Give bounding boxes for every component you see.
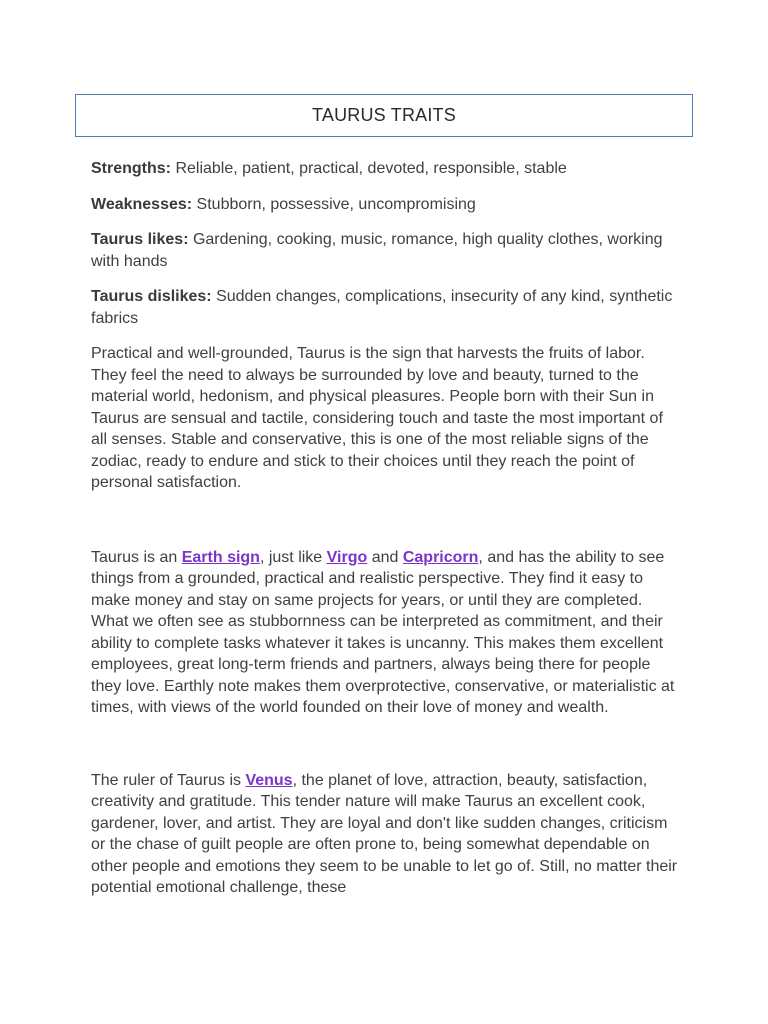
- paragraph-text: , and has the ability to see things from a grounded, practical and realistic perspective. They find it easy to make money and stay on same projects for years, or until they are completed. What we often see as stubbornness can be interpreted as commitment, and their ability to complete tasks whatever it takes is uncanny. This makes them excellent employees, great long-term friends and partners, always being there for people they love. Earthly note makes them overprotective, conservative, or materialistic at times, with views of the world founded on their love of money and wealth.: [91, 548, 675, 716]
- trait-text: Stubborn, possessive, uncompromising: [192, 195, 476, 213]
- trait-label: Taurus dislikes:: [91, 288, 212, 305]
- trait-text: Gardening, cooking, music, romance, high quality clothes, working with hands: [91, 231, 663, 270]
- paragraph-text: Taurus is an: [91, 548, 182, 566]
- paragraph-ruler: [91, 770, 681, 899]
- paragraph-text: The ruler of Taurus is: [91, 771, 246, 789]
- paragraph-element: [91, 547, 681, 719]
- trait-text: Reliable, patient, practical, devoted, responsible, stable: [171, 160, 567, 177]
- trait-weaknesses: [91, 194, 681, 216]
- paragraph-overview: Practical and well-grounded, Taurus is the sign that harvests the fruits of labor. They feel the need to always be surrounded by love and beauty, turned to the material world, hedonism, and physical pleasures. People born with their Sun in Taurus are sensual and tactile, considering touch and taste the most important of all senses. Stable and conservative, this is one of the most reliable signs of the zodiac, ready to endure and stick to their choices until they reach the point of personal satisfaction.: [91, 345, 663, 491]
- trait-strengths: [91, 158, 681, 180]
- capricorn-link[interactable]: Capricorn: [402, 548, 479, 566]
- page-title: TAURUS TRAITS: [312, 105, 456, 125]
- venus-link[interactable]: Venus: [245, 771, 293, 789]
- trait-label: Strengths:: [91, 160, 171, 177]
- trait-text: Sudden changes, complications, insecurity of any kind, synthetic fabrics: [91, 288, 673, 327]
- trait-dislikes: [91, 286, 681, 329]
- paragraph-text: , just like: [259, 548, 327, 566]
- document-body: [91, 158, 681, 899]
- earth-sign-link[interactable]: Earth sign: [181, 548, 260, 566]
- paragraph-text: and: [367, 548, 403, 566]
- trait-likes: [91, 229, 681, 272]
- virgo-link[interactable]: Virgo: [326, 548, 368, 566]
- trait-label: Taurus likes:: [91, 231, 189, 248]
- paragraph-text: , the planet of love, attraction, beauty, satisfaction, creativity and gratitude. This tender nature will make Taurus an excellent cook, gardener, lover, and artist. They are loyal and don't like sudden changes, criticism or the chase of guilt people are often prone to, being somewhat dependable on other people and emotions they seem to be unable to let go of. Still, no matter their potential emotional challenge, these: [91, 771, 678, 896]
- title-box: [75, 94, 693, 137]
- trait-label: Weaknesses:: [91, 195, 193, 213]
